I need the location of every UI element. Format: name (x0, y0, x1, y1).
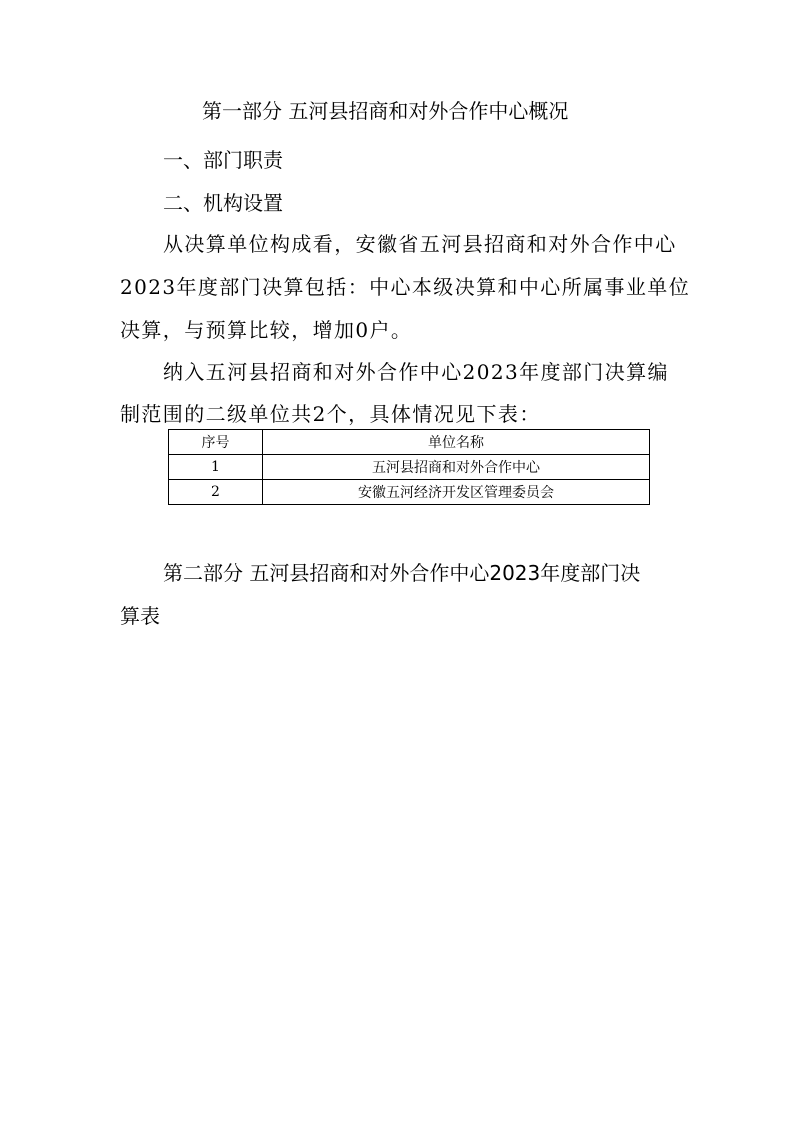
table-cell-number: 1 (169, 455, 263, 480)
table-header-row (169, 430, 650, 455)
table-cell-unit-name: 五河县招商和对外合作中心 (263, 455, 650, 480)
paragraph-line: 2023年度部门决算包括：中心本级决算和中心所属事业单位 (120, 275, 691, 299)
paragraph-line: 决算，与预算比较，增加0户。 (120, 318, 413, 342)
part2-title-line: 算表 (120, 604, 160, 628)
section-heading-structure: 二、机构设置 (163, 191, 283, 215)
paragraph-line: 从决算单位构成看，安徽省五河县招商和对外合作中心 (163, 232, 677, 256)
table-header-number: 序号 (169, 430, 263, 455)
table-row (169, 480, 650, 505)
table-header-unit-name: 单位名称 (263, 430, 650, 455)
table-row (169, 455, 650, 480)
paragraph-line: 纳入五河县招商和对外合作中心2023年度部门决算编 (163, 360, 669, 384)
table-cell-number: 2 (169, 480, 263, 505)
table-cell-unit-name: 安徽五河经济开发区管理委员会 (263, 480, 650, 505)
secondary-units-table (168, 429, 650, 505)
section-heading-duties: 一、部门职责 (163, 148, 283, 172)
paragraph-line: 制范围的二级单位共2个，具体情况见下表： (120, 402, 541, 426)
part1-title: 第一部分 五河县招商和对外合作中心概况 (202, 99, 569, 123)
part2-title-line: 第二部分 五河县招商和对外合作中心2023年度部门决 (163, 561, 641, 585)
